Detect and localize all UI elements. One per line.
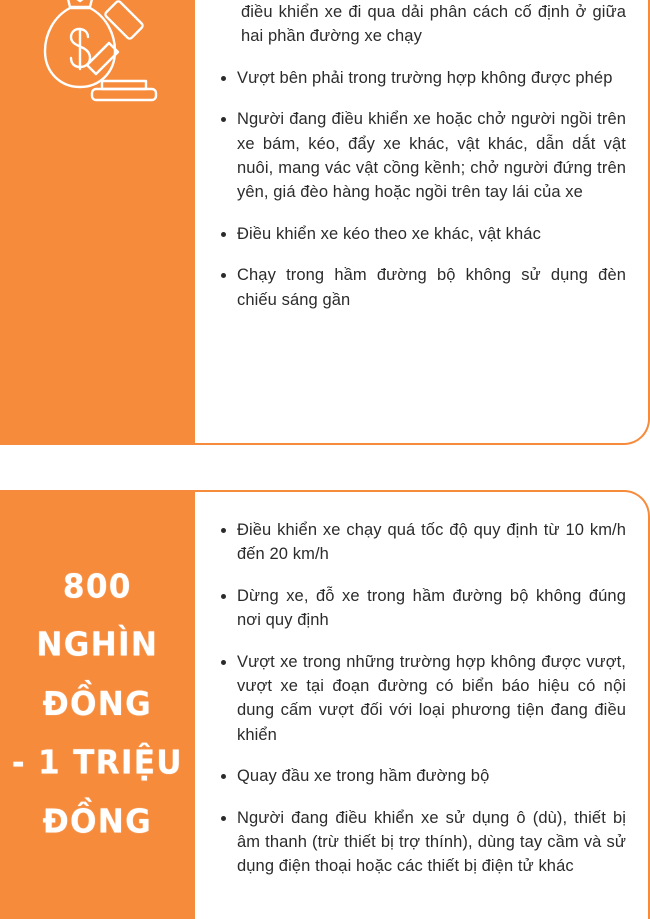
list-item: Điều khiển xe chạy quá tốc độ quy định từ 10 km/h đến 20 km/h (219, 518, 626, 567)
headline-line: - 1 TRIỆU (11, 743, 184, 783)
list-item: Quay đầu xe trong hầm đường bộ (219, 764, 626, 788)
list-item: Người đang điều khiển xe sử dụng ô (dù), thiết bị âm thanh (trừ thiết bị trợ thính), dùng tay cầm và sử dụng điện thoại hoặc các thiết bị điện tử khác (219, 806, 626, 879)
list-item: Chạy trong hầm đường bộ không sử dụng đèn chiếu sáng gần (219, 263, 626, 312)
continuation-text: điều khiển xe đi qua dải phân cách cố định ở giữa hai phần đường xe chạy (241, 3, 626, 46)
money-bag-gavel-icon (0, 0, 195, 132)
violation-list (195, 66, 648, 312)
penalty-section-upper (0, 0, 650, 445)
penalty-section-800k-1m (0, 490, 650, 919)
list-item: Vượt bên phải trong trường hợp không được phép (219, 66, 626, 90)
headline-line: 800 (63, 567, 132, 607)
list-item: Điều khiển xe kéo theo xe khác, vật khác (219, 222, 626, 246)
list-item: Người đang điều khiển xe hoặc chở người ngồi trên xe bám, kéo, đẩy xe khác, vật khác, dẫn dắt vật nuôi, mang vác vật cồng kềnh; chở người đứng trên yên, giá đèo hàng hoặc ngồi trên tay lái của xe (219, 107, 626, 205)
section-left-panel (0, 0, 195, 445)
list-item: Vượt xe trong những trường hợp không được vượt, vượt xe tại đoạn đường có biển báo hiệu có nội dung cấm vượt đối với loại phương tiện đang điều khiển (219, 650, 626, 748)
violation-list (195, 518, 648, 879)
headline-line: ĐỒNG (42, 685, 153, 724)
section-divider-gap (0, 445, 650, 490)
section-content-card (195, 490, 650, 919)
list-item: Dừng xe, đỗ xe trong hầm đường bộ không đúng nơi quy định (219, 584, 626, 633)
section-left-panel (0, 490, 195, 919)
headline-line: ĐỒNG (42, 802, 153, 841)
section-content-card (195, 0, 650, 445)
headline-line: NGHÌN (36, 626, 159, 665)
penalty-amount-headline (6, 558, 190, 852)
